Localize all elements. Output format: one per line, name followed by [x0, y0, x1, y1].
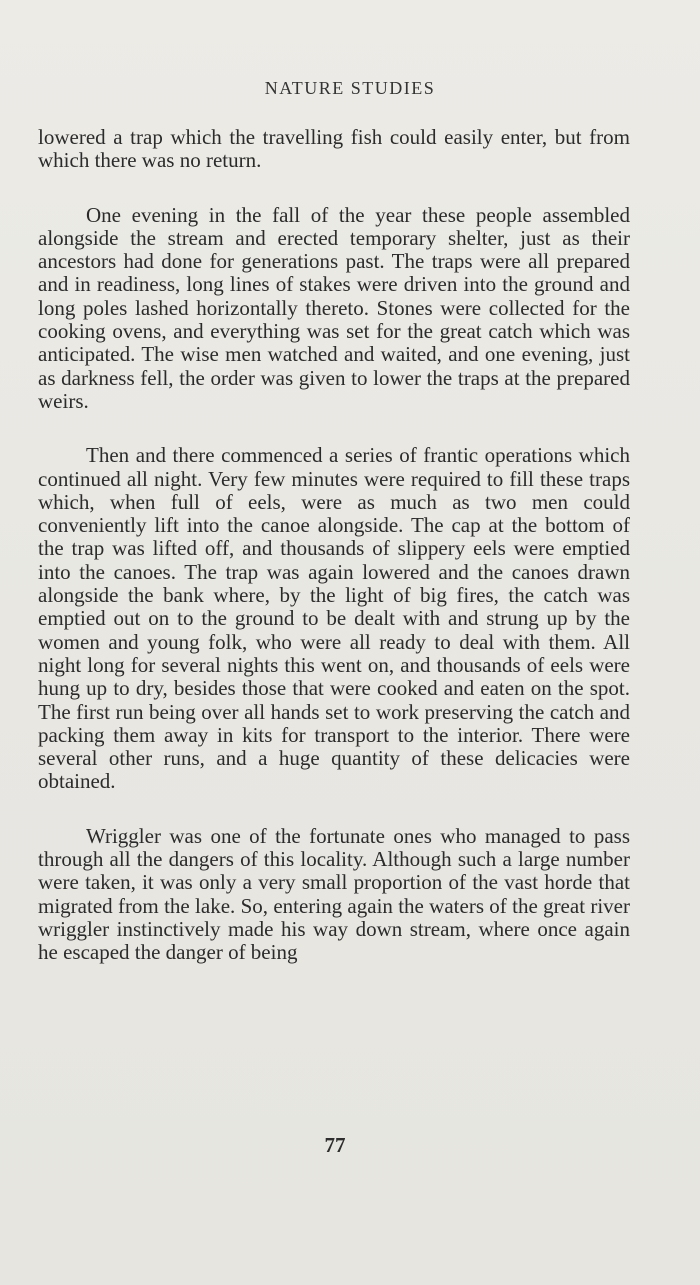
paragraph-frantic-operations: Then and there commenced a series of frantic operations which continued all night. Very few minutes were required to fill these traps which, when full of eels, were as much as two men could conveniently lift into the canoe alongside. The cap at the bottom of the trap was lifted off, and thousands of slippery eels were emptied into the canoes. The trap was again lowered and the canoes drawn alongside the bank where, by the light of big fires, the catch was emptied out on to the ground to be dealt with and strung up by the women and young folk, who were all ready to deal with them. All night long for several nights this went on, and thousands of eels were hung up to dry, besides those that were cooked and eaten on the spot. The first run being over all hands set to work preserving the catch and packing them away in kits for transport to the interior. There were several other runs, and a huge quantity of these delicacies were obtained.: [38, 443, 630, 794]
paragraph-wriggler: Wriggler was one of the fortunate ones who managed to pass through all the dangers of this locality. Although such a large number were taken, it was only a very small proportion of the vast horde that migrated from the lake. So, entering again the waters of the great river wriggler instinctively made his way down stream, where once again he escaped the danger of being: [38, 823, 630, 965]
paragraph-evening-gathering: One evening in the fall of the year these people assembled alongside the stream and erected temporary shelter, just as their ancestors had done for generations past. The traps were all prepared and in readiness, long lines of stakes were driven into the ground and long poles lashed horizontally thereto. Stones were collected for the cooking ovens, and everything was set for the great catch which was anticipated. The wise men watched and waited, and one evening, just as darkness fell, the order was given to lower the traps at the prepared weirs.: [38, 202, 630, 413]
body-text: [38, 126, 630, 996]
paragraph-continuation: lowered a trap which the travelling fish could easily enter, but from which there was no return.: [38, 125, 630, 173]
page-number: 77: [324, 1133, 346, 1157]
running-head: NATURE STUDIES: [264, 78, 436, 98]
